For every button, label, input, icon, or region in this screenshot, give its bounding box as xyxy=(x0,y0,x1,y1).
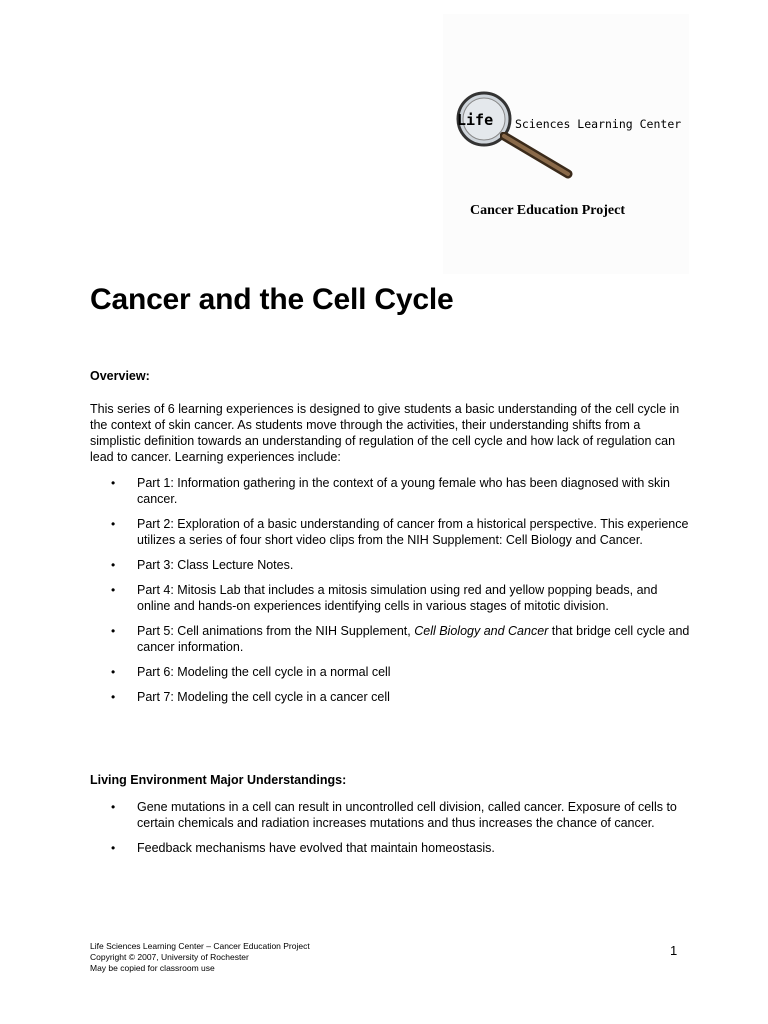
list-item: • Part 7: Modeling the cell cycle in a cancer cell xyxy=(111,690,390,704)
bullet-icon: • xyxy=(111,624,116,638)
logo-life-word: Life xyxy=(457,111,494,129)
list-item: • Part 2: Exploration of a basic understanding of cancer from a historical perspective. This experience utilizes a series of four short video clips from the NIH Supplement: Cell Biology and Cancer. xyxy=(111,517,689,547)
page-number: 1 xyxy=(670,943,678,958)
bullet-icon: • xyxy=(111,690,116,704)
footer-line: May be copied for classroom use xyxy=(90,963,215,973)
list-item: • Part 5: Cell animations from the NIH Supplement, Cell Biology and Cancer that bridge cell cycle and cancer information. xyxy=(111,624,690,654)
bullet-icon: • xyxy=(111,517,116,531)
bullet-icon: • xyxy=(111,558,116,572)
overview-intro: This series of 6 learning experiences is designed to give students a basic understanding of the cell cycle in the context of skin cancer. As students move through the activities, their understanding shifts from a simplistic definition towards an understanding of regulation of the cell cycle and how lack of regulation can lead to cancer. Learning experiences include: xyxy=(90,402,680,464)
list-item: • Part 1: Information gathering in the context of a young female who has been diagnosed with skin cancer. xyxy=(111,476,670,506)
bullet-icon: • xyxy=(111,841,116,855)
bullet-icon: • xyxy=(111,800,116,814)
footer-copyright: Copyright © 2007, University of Rochester xyxy=(90,952,249,962)
project-name: Cancer Education Project xyxy=(470,203,626,218)
overview-heading: Overview: xyxy=(90,369,150,383)
magnifying-glass-handle-icon xyxy=(500,132,575,180)
bullet-icon: • xyxy=(111,476,116,490)
bullet-icon: • xyxy=(111,665,116,679)
understandings-heading: Living Environment Major Understandings: xyxy=(90,773,347,787)
list-item: • Part 6: Modeling the cell cycle in a normal cell xyxy=(111,665,391,679)
list-item: • Gene mutations in a cell can result in uncontrolled cell division, called cancer. Exposure of cells to certain chemicals and radiation increases mutations and thus increases the chance of cancer. xyxy=(111,800,677,830)
understandings-list xyxy=(90,799,690,865)
list-item: • Feedback mechanisms have evolved that maintain homeostasis. xyxy=(111,841,495,855)
footer xyxy=(90,941,310,974)
list-item: • Part 3: Class Lecture Notes. xyxy=(111,558,294,572)
bullet-icon: • xyxy=(111,583,116,597)
parts-list xyxy=(90,475,690,714)
footer-line: Life Sciences Learning Center – Cancer Education Project xyxy=(90,941,310,951)
page-title: Cancer and the Cell Cycle xyxy=(90,283,454,316)
list-item: • Part 4: Mitosis Lab that includes a mitosis simulation using red and yellow popping beads, and online and hands-on experiences identifying cells in various stages of mitotic division. xyxy=(111,583,658,613)
logo-title: Sciences Learning Center xyxy=(515,117,682,131)
